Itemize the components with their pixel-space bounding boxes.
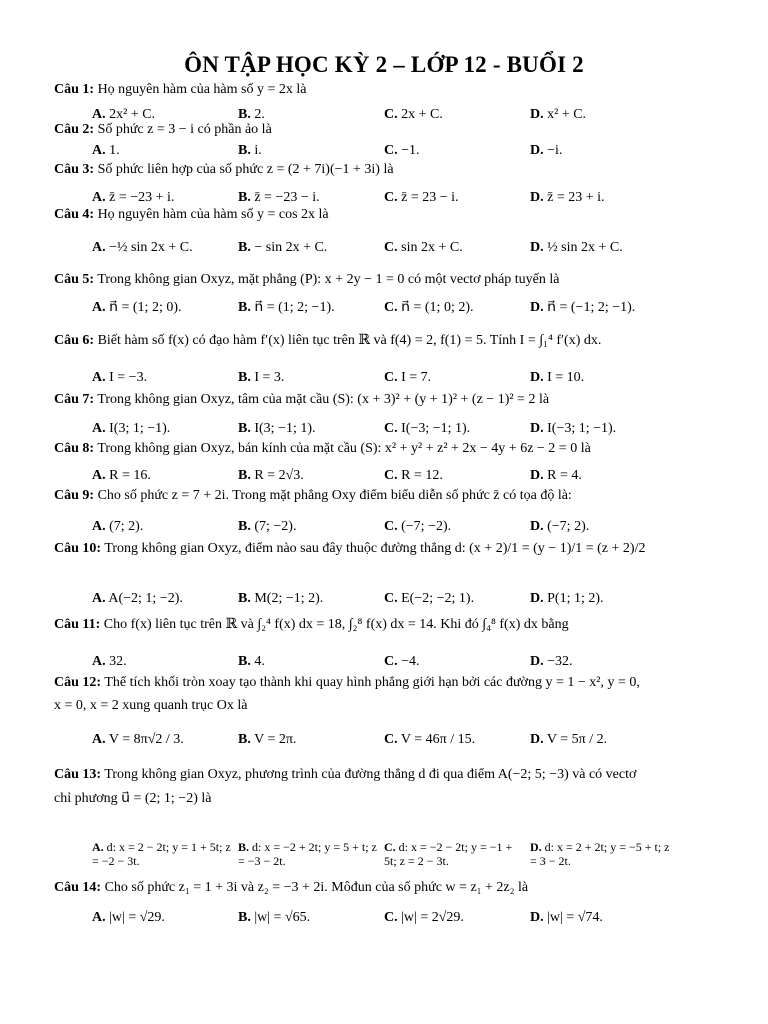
answer-option[interactable] <box>92 591 183 608</box>
question-label: Câu 9: <box>54 488 95 503</box>
option-text: 32. <box>109 654 127 669</box>
option-letter: D. <box>530 143 544 158</box>
option-text: − sin 2x + C. <box>254 240 328 255</box>
option-letter: B. <box>238 591 251 606</box>
option-letter: A. <box>92 468 106 483</box>
answer-option[interactable] <box>384 654 420 671</box>
option-letter: C. <box>384 190 398 205</box>
option-text: M(2; −1; 2). <box>254 591 324 606</box>
option-letter: A. <box>92 190 106 205</box>
question-label: Câu 3: <box>54 162 95 177</box>
option-letter: B. <box>238 421 251 436</box>
question-text: Cho số phức z = 7 + 2i. Trong mặt phẳng Oxy điểm biểu diễn số phức z̄ có tọa độ là: <box>97 488 572 503</box>
option-letter: A. <box>92 519 106 534</box>
option-text: I(3; 1; −1). <box>109 421 171 436</box>
answer-option[interactable] <box>384 421 470 438</box>
option-text: 2x + C. <box>401 107 443 122</box>
answer-option[interactable] <box>530 591 604 608</box>
option-letter: C. <box>384 519 398 534</box>
answer-option[interactable] <box>384 840 524 869</box>
option-text: z̄ = 23 + i. <box>547 190 605 205</box>
option-letter: B. <box>238 107 251 122</box>
option-text: R = 2√3. <box>254 468 304 483</box>
answer-option[interactable] <box>238 519 296 536</box>
option-text: i. <box>254 143 262 158</box>
question-stem <box>54 441 591 457</box>
answer-option[interactable] <box>384 107 443 124</box>
answer-option[interactable] <box>92 300 182 317</box>
option-letter: B. <box>238 840 250 854</box>
option-text: E(−2; −2; 1). <box>401 591 475 606</box>
question-label: Câu 5: <box>54 272 95 287</box>
answer-option[interactable] <box>530 732 607 749</box>
option-letter: A. <box>92 370 106 385</box>
option-text: I(−3; −1; 1). <box>401 421 471 436</box>
question-label: Câu 6: <box>54 333 95 348</box>
option-text: R = 16. <box>109 468 151 483</box>
option-letter: C. <box>384 240 398 255</box>
answer-option[interactable] <box>530 143 562 160</box>
answer-option[interactable] <box>92 468 151 485</box>
option-text: I(−3; 1; −1). <box>547 421 617 436</box>
answer-option[interactable] <box>238 421 316 438</box>
question-stem <box>54 333 601 349</box>
answer-option[interactable] <box>530 910 603 927</box>
question-label: Câu 12: <box>54 675 102 690</box>
option-text: n⃗ = (1; 0; 2). <box>401 300 474 315</box>
option-text: ½ sin 2x + C. <box>547 240 623 255</box>
option-text: R = 12. <box>401 468 443 483</box>
answer-option[interactable] <box>384 143 420 160</box>
answer-option[interactable] <box>384 300 474 317</box>
option-text: |w| = √29. <box>109 910 165 925</box>
option-letter: C. <box>384 370 398 385</box>
answer-option[interactable] <box>530 519 589 536</box>
answer-option[interactable] <box>92 370 147 387</box>
answer-option[interactable] <box>92 143 120 160</box>
option-letter: D. <box>530 190 544 205</box>
option-text: I = 10. <box>547 370 585 385</box>
answer-option[interactable] <box>238 370 284 387</box>
question-text: Trong không gian Oxyz, điểm nào sau đây thuộc đường thẳng d: (x + 2)/1 = (y − 1)/1 = (z + 2)/2 <box>104 541 646 556</box>
option-text: (7; 2). <box>109 519 144 534</box>
answer-option[interactable] <box>238 240 327 257</box>
answer-option[interactable] <box>384 519 451 536</box>
option-text: 1. <box>109 143 120 158</box>
option-letter: B. <box>238 300 251 315</box>
option-letter: C. <box>384 421 398 436</box>
option-letter: C. <box>384 732 398 747</box>
answer-option[interactable] <box>530 240 623 257</box>
question-label: Câu 14: <box>54 880 102 895</box>
option-text: n⃗ = (1; 2; 0). <box>109 300 182 315</box>
option-text: |w| = √65. <box>254 910 311 925</box>
question-label: Câu 13: <box>54 767 102 782</box>
option-letter: D. <box>530 421 544 436</box>
option-letter: D. <box>530 300 544 315</box>
option-letter: D. <box>530 107 544 122</box>
question-stem <box>54 675 640 691</box>
option-text: n⃗ = (1; 2; −1). <box>254 300 335 315</box>
answer-option[interactable] <box>530 421 616 438</box>
answer-option[interactable] <box>384 910 464 927</box>
option-letter: D. <box>530 519 544 534</box>
answer-option[interactable] <box>530 370 584 387</box>
option-letter: A. <box>92 910 106 925</box>
question-label: Câu 2: <box>54 122 95 137</box>
option-letter: A. <box>92 421 106 436</box>
option-text: −½ sin 2x + C. <box>109 240 193 255</box>
option-text: z̄ = 23 − i. <box>401 190 459 205</box>
option-text: I(3; −1; 1). <box>254 421 316 436</box>
answer-option[interactable] <box>92 519 143 536</box>
option-letter: A. <box>92 732 106 747</box>
question-text: Trong không gian Oxyz, mặt phẳng (P): x + 2y − 1 = 0 có một vectơ pháp tuyến là <box>97 272 560 287</box>
option-text: V = 46π / 15. <box>400 732 476 747</box>
question-stem <box>54 122 272 138</box>
question-stem <box>54 767 636 783</box>
answer-option[interactable] <box>384 190 459 207</box>
answer-option[interactable] <box>92 190 174 207</box>
option-letter: C. <box>384 300 398 315</box>
option-text: R = 4. <box>547 468 582 483</box>
option-letter: A. <box>92 143 106 158</box>
option-letter: C. <box>384 143 398 158</box>
question-text: Trong không gian Oxyz, bán kính của mặt cầu (S): x² + y² + z² + 2x − 4y + 6z − 2 = 0 là <box>97 441 591 456</box>
answer-option[interactable] <box>92 654 127 671</box>
option-letter: D. <box>530 240 544 255</box>
question-label: Câu 8: <box>54 441 95 456</box>
question-text: Họ nguyên hàm của hàm số y = 2x là <box>97 82 307 97</box>
question-text: Số phức liên hợp của số phức z = (2 + 7i)(−1 + 3i) là <box>97 162 394 177</box>
option-letter: C. <box>384 910 398 925</box>
option-letter: B. <box>238 654 251 669</box>
option-text: 2. <box>254 107 265 122</box>
question-text: Cho f(x) liên tục trên ℝ và ∫₂⁴ f(x) dx = 18, ∫₂⁸ f(x) dx = 14. Khi đó ∫₄⁸ f(x) dx bằng <box>103 617 569 632</box>
answer-option[interactable] <box>238 840 378 869</box>
question-text: Cho số phức z₁ = 1 + 3i và z₂ = −3 + 2i. Môđun của số phức w = z₁ + 2z₂ là <box>104 880 529 895</box>
answer-option[interactable] <box>238 591 323 608</box>
option-text: d: x = −2 − 2t; y = −1 + 5t; z = 2 − 3t. <box>384 840 513 869</box>
question-stem <box>54 880 528 896</box>
option-text: V = 2π. <box>254 732 297 747</box>
question-text-continued: x = 0, x = 2 xung quanh trục Ox là <box>54 698 248 713</box>
option-letter: D. <box>530 910 544 925</box>
answer-option[interactable] <box>238 143 262 160</box>
option-text: −32. <box>547 654 573 669</box>
question-text: Trong không gian Oxyz, phương trình của đường thẳng d đi qua điểm A(−2; 5; −3) và có vectơ <box>104 767 637 782</box>
option-text: 4. <box>254 654 265 669</box>
answer-option[interactable] <box>384 591 474 608</box>
answer-option[interactable] <box>238 468 304 485</box>
question-text: Biết hàm số f(x) có đạo hàm f′(x) liên tục trên ℝ và f(4) = 2, f(1) = 5. Tính I = ∫₁⁴ f′(x) dx. <box>97 333 602 348</box>
question-stem <box>54 162 394 178</box>
option-text: A(−2; 1; −2). <box>108 591 183 606</box>
option-letter: D. <box>530 591 544 606</box>
question-stem <box>54 617 569 633</box>
option-text: −1. <box>401 143 420 158</box>
answer-option[interactable] <box>530 840 670 869</box>
option-letter: A. <box>92 654 106 669</box>
option-letter: A. <box>92 840 104 854</box>
option-letter: C. <box>384 654 398 669</box>
option-letter: D. <box>530 370 544 385</box>
answer-option[interactable] <box>384 370 431 387</box>
option-text: (−7; 2). <box>547 519 590 534</box>
option-text: sin 2x + C. <box>401 240 463 255</box>
answer-option[interactable] <box>530 654 573 671</box>
option-letter: B. <box>238 910 251 925</box>
question-text: Thể tích khối tròn xoay tạo thành khi quay hình phẳng giới hạn bởi các đường y = 1 − x², y = 0, <box>104 675 640 690</box>
answer-option[interactable] <box>530 190 605 207</box>
option-text: d: x = −2 + 2t; y = 5 + t; z = −3 − 2t. <box>238 840 377 869</box>
question-label: Câu 4: <box>54 207 95 222</box>
option-letter: D. <box>530 732 544 747</box>
question-label: Câu 1: <box>54 82 95 97</box>
answer-option[interactable] <box>384 732 475 749</box>
question-text: Họ nguyên hàm của hàm số y = cos 2x là <box>97 207 329 222</box>
option-letter: C. <box>384 107 398 122</box>
option-letter: A. <box>92 300 106 315</box>
answer-option[interactable] <box>238 910 310 927</box>
option-letter: B. <box>238 190 251 205</box>
answer-option[interactable] <box>238 300 335 317</box>
question-label: Câu 7: <box>54 392 95 407</box>
option-letter: B. <box>238 143 251 158</box>
option-letter: A. <box>92 240 106 255</box>
option-letter: A. <box>92 591 106 606</box>
answer-option[interactable] <box>238 654 265 671</box>
option-letter: B. <box>238 519 251 534</box>
option-letter: C. <box>384 591 398 606</box>
answer-option[interactable] <box>238 190 320 207</box>
answer-option[interactable] <box>530 107 586 124</box>
answer-option[interactable] <box>92 910 165 927</box>
option-letter: B. <box>238 468 251 483</box>
option-text: z̄ = −23 + i. <box>109 190 175 205</box>
question-stem <box>54 82 306 98</box>
answer-option[interactable] <box>238 732 296 749</box>
option-letter: B. <box>238 240 251 255</box>
option-text: (−7; −2). <box>401 519 452 534</box>
answer-option[interactable] <box>530 468 582 485</box>
option-text: |w| = 2√29. <box>401 910 464 925</box>
option-text: V = 5π / 2. <box>546 732 608 747</box>
answer-option[interactable] <box>384 240 463 257</box>
option-letter: D. <box>530 840 542 854</box>
question-text: Trong không gian Oxyz, tâm của mặt cầu (S): (x + 3)² + (y + 1)² + (z − 1)² = 2 là <box>97 392 550 407</box>
page-title: ÔN TẬP HỌC KỲ 2 – LỚP 12 - BUỔI 2 <box>184 52 584 77</box>
answer-option[interactable] <box>92 240 193 257</box>
question-label: Câu 11: <box>54 617 101 632</box>
answer-option[interactable] <box>384 468 443 485</box>
answer-option[interactable] <box>92 421 170 438</box>
option-text: −i. <box>547 143 563 158</box>
option-letter: B. <box>238 370 251 385</box>
option-text: P(1; 1; 2). <box>547 591 604 606</box>
option-text: −4. <box>401 654 420 669</box>
option-text: I = 3. <box>254 370 285 385</box>
option-text: d: x = 2 + 2t; y = −5 + t; z = 3 − 2t. <box>530 840 670 869</box>
option-text: V = 8π√2 / 3. <box>108 732 184 747</box>
answer-option[interactable] <box>92 732 184 749</box>
option-text: z̄ = −23 − i. <box>254 190 320 205</box>
answer-option[interactable] <box>530 300 635 317</box>
option-text: 2x² + C. <box>109 107 156 122</box>
question-text-continued: chỉ phương u⃗ = (2; 1; −2) là <box>54 791 212 806</box>
option-letter: D. <box>530 654 544 669</box>
option-text: I = −3. <box>109 370 148 385</box>
question-label: Câu 10: <box>54 541 102 556</box>
question-stem <box>54 392 549 408</box>
question-stem <box>54 207 329 223</box>
option-text: x² + C. <box>547 107 587 122</box>
option-letter: C. <box>384 840 396 854</box>
option-letter: B. <box>238 732 251 747</box>
option-text: |w| = √74. <box>547 910 603 925</box>
question-text: Số phức z = 3 − i có phần ảo là <box>97 122 272 137</box>
question-stem <box>54 488 572 504</box>
option-letter: D. <box>530 468 544 483</box>
option-text: I = 7. <box>401 370 432 385</box>
option-text: d: x = 2 − 2t; y = 1 + 5t; z = −2 − 3t. <box>92 840 231 869</box>
option-letter: C. <box>384 468 398 483</box>
option-text: (7; −2). <box>254 519 297 534</box>
question-stem <box>54 541 645 557</box>
question-stem <box>54 272 560 288</box>
answer-option[interactable] <box>92 840 232 869</box>
option-text: n⃗ = (−1; 2; −1). <box>547 300 636 315</box>
option-letter: A. <box>92 107 106 122</box>
